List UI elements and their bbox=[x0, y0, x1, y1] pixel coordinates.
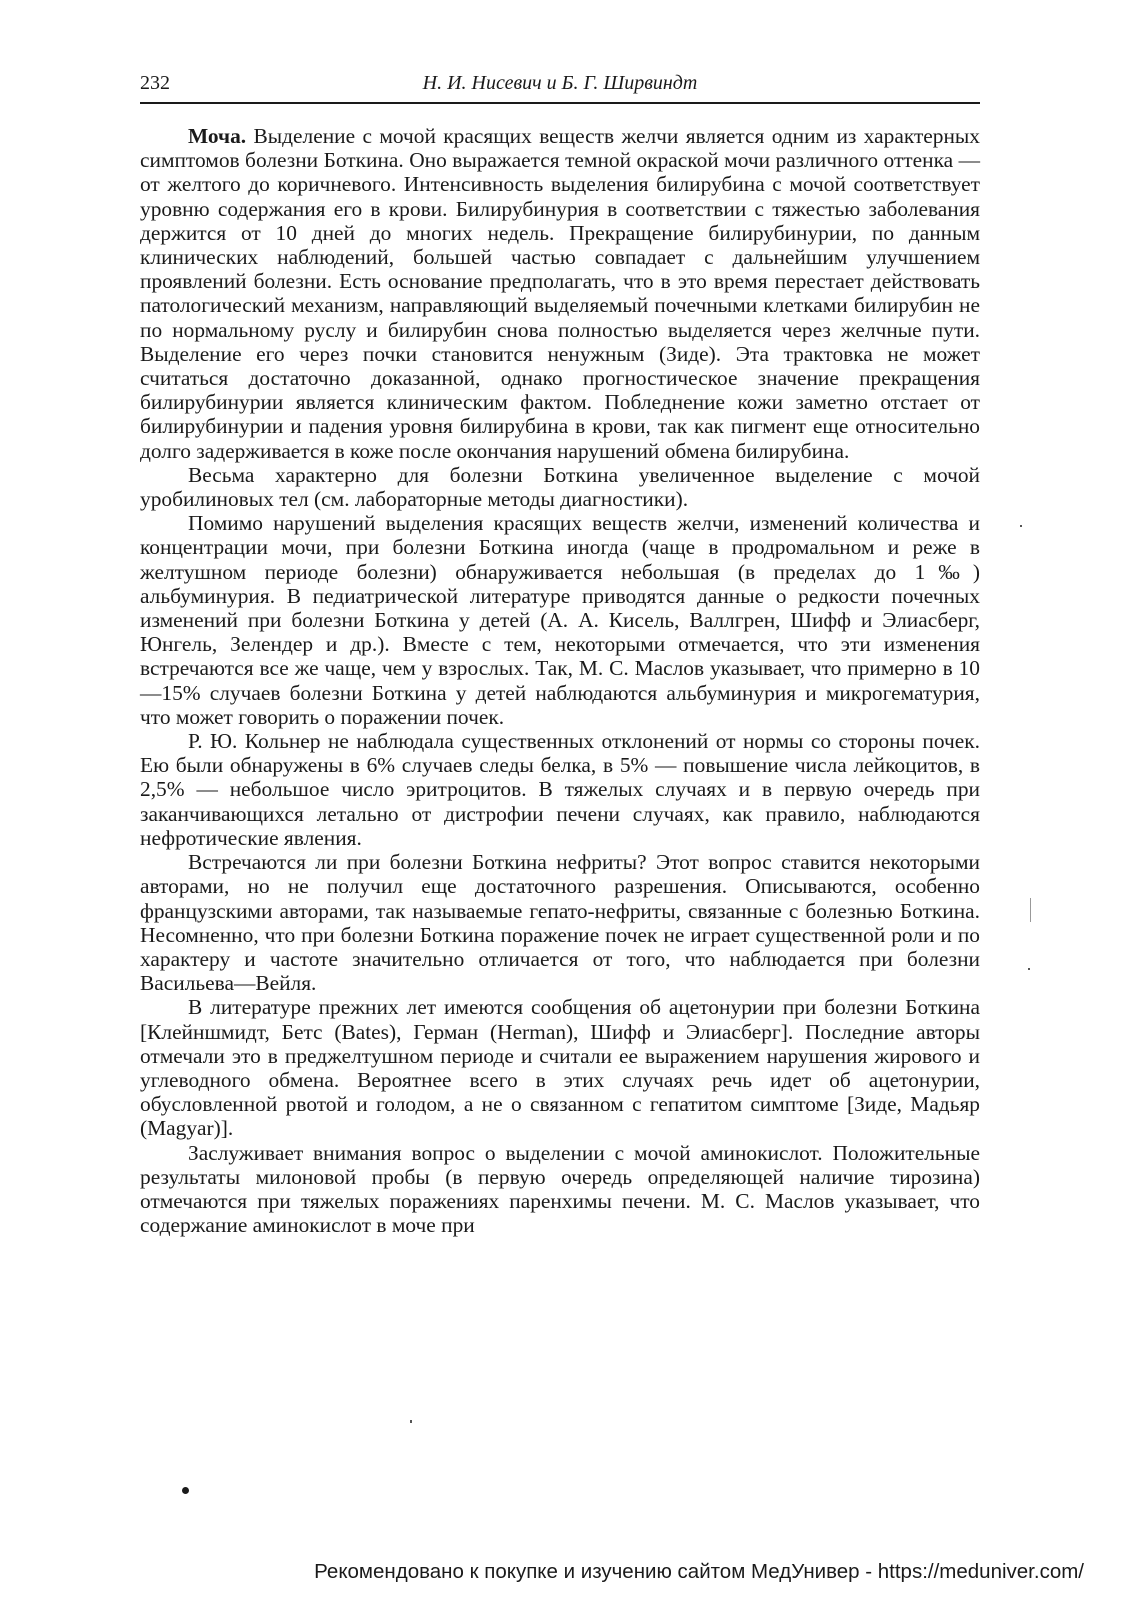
scan-speck bbox=[1028, 968, 1030, 970]
book-page bbox=[140, 72, 980, 1237]
page-header bbox=[140, 72, 980, 104]
site-footer-note: Рекомендовано к покупке и изучению сайтом МедУнивер - https://meduniver.com/ bbox=[314, 1560, 1084, 1583]
section-lead-word: Моча. bbox=[188, 124, 247, 148]
paragraph-text: Выделение с мочой красящих веществ желчи является одним из характерных симптомов болезни Боткина. Оно выражается темной окраской мочи различного оттенка — от желтого до коричневого. Интенсивность выделения билирубина с мочой соответствует уровню содержания его в крови. Билирубинурия в соответствии с тяжестью заболевания держится от 10 дней до многих недель. Прекращение билирубинурии, по данным клинических наблюдений, большей частью совпадает с дальнейшим улучшением проявлений болезни. Есть основание предполагать, что в это время перестает действовать патологический механизм, направляющий выделяемый почечными клетками билирубин не по нормальному руслу и билирубин снова полностью выделяется через желчные пути. Выделение его через почки становится ненужным (Зиде). Эта трактовка не может считаться достаточно доказанной, однако прогностическое значение прекращения билирубинурии является клиническим фактом. Побледнение кожи заметно отстает от билирубинурии и падения уровня билирубина в крови, так как пигмент еще относительно долго задерживается в коже после окончания нарушений обмена билирубина. bbox=[140, 124, 980, 463]
scan-speck bbox=[1020, 525, 1022, 527]
scan-dot bbox=[182, 1487, 189, 1494]
paragraph-urine bbox=[140, 124, 980, 463]
paragraph-acetonuria: В литературе прежних лет имеются сообщения об ацетонурии при болезни Боткина [Клейншмидт, Бетс (Bates), Герман (Herman), Шифф и Элиасберг]. Последние авторы отмечали это в преджелтушном периоде и считали ее выражением нарушения жирового и углеводного обмена. Вероятнее всего в этих случаях речь идет об ацетонурии, обусловленной рвотой и голодом, а не о связанном с гепатитом симптоме [Зиде, Мадьяр (Magyar)]. bbox=[140, 995, 980, 1141]
running-title: Н. И. Нисевич и Б. Г. Ширвиндт bbox=[422, 72, 698, 94]
paragraph-urobilin: Весьма характерно для болезни Боткина увеличенное выделение с мочой уробилиновых тел (см. лабораторные методы диагностики). bbox=[140, 462, 980, 512]
page-number: 232 bbox=[140, 72, 170, 94]
paragraph-nephritis: Встречаются ли при болезни Боткина нефриты? Этот вопрос ставится некоторыми авторами, но не получил еще достаточного разрешения. Описываются, особенно французскими авторами, так называемые гепато-нефриты, связанные с болезнью Боткина. Несомненно, что при болезни Боткина поражение почек не играет существенной роли и по характеру и частоте значительно отличается от того, что наблюдается при болезни Васильева—Вейля. bbox=[140, 850, 980, 996]
paragraph-albuminuria: Помимо нарушений выделения красящих веществ желчи, изменений количества и концентрации мочи, при болезни Боткина иногда (чаще в продромальном и реже в желтушном периоде болезни) обнаруживается небольшая (в пределах до 1‰) альбуминурия. В педиатрической литературе приводятся данные о редкости почечных изменений при болезни Боткина у детей (А. А. Кисель, Валлгрен, Шифф и Элиасберг, Юнгель, Зелендер и др.). Вместе с тем, некоторыми отмечается, что эти изменения встречаются все же чаще, чем у взрослых. Так, М. С. Маслов указывает, что примерно в 10—15% случаев болезни Боткина у детей наблюдаются альбуминурия и микрогематурия, что может говорить о поражении почек. bbox=[140, 511, 980, 729]
scan-speck bbox=[410, 1420, 412, 1423]
body-text bbox=[140, 124, 980, 1237]
paragraph-amino-acids: Заслуживает внимания вопрос о выделении с мочой аминокислот. Положительные результаты милоновой пробы (в первую очередь определяющей наличие тирозина) отмечаются при тяжелых поражениях паренхимы печени. М. С. Маслов указывает, что содержание аминокислот в моче при bbox=[140, 1140, 980, 1238]
paragraph-kolner: Р. Ю. Кольнер не наблюдала существенных отклонений от нормы со стороны почек. Ею были обнаружены в 6% случаев следы белка, в 5% — повышение числа лейкоцитов, в 2,5% — небольшое число эритроцитов. В тяжелых случаях и в первую очередь при заканчивающихся летально от дистрофии печени случаях, как правило, наблюдаются нефротические явления. bbox=[140, 729, 980, 850]
scan-speck bbox=[1030, 898, 1031, 922]
